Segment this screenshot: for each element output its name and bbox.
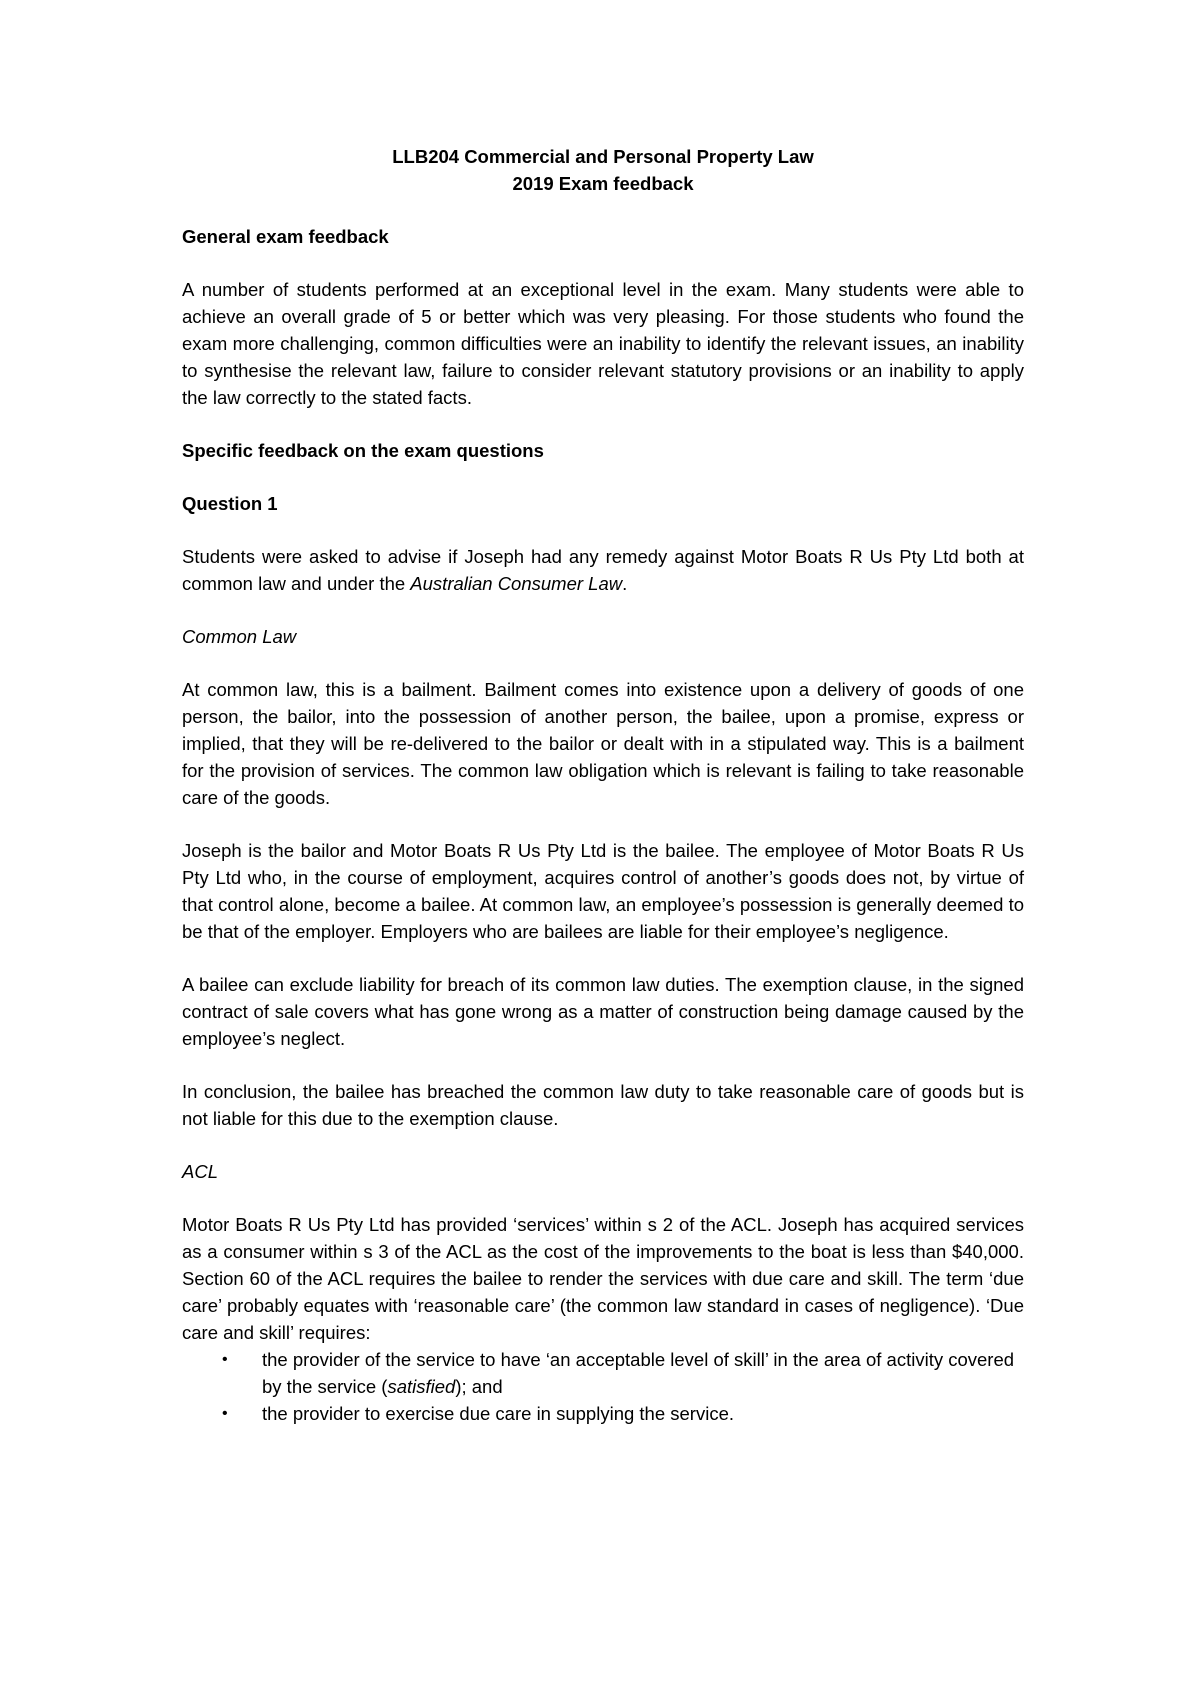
common-law-heading: Common Law xyxy=(182,626,297,647)
bullet-icon: • xyxy=(222,1405,228,1422)
acl-title-italic: Australian Consumer Law xyxy=(410,573,623,594)
document-title: 2019 Exam feedback xyxy=(512,173,694,194)
bullet-1-end: ); and xyxy=(455,1376,503,1397)
question-1-intro-text: Students were asked to advise if Joseph had any remedy against Motor Boats R Us Pty Ltd both at common law and under the xyxy=(182,546,1024,594)
bullet-1-italic: satisfied xyxy=(387,1376,456,1397)
acl-paragraph-1: Motor Boats R Us Pty Ltd has provided ‘services’ within s 2 of the ACL. Joseph has acquired services as a consumer within s 3 of the ACL as the cost of the improvements to the boat is less than $40,000. Section 60 of the ACL requires the bailee to render the services with due care and skill. The term ‘due care’ probably equates with ‘reasonable care’ (the common law standard in cases of negligence). ‘Due care and skill’ requires: xyxy=(182,1214,1024,1343)
bullet-2-text: the provider to exercise due care in supplying the service. xyxy=(262,1403,735,1424)
question-1-intro xyxy=(182,543,1024,597)
common-law-paragraph-2: Joseph is the bailor and Motor Boats R Us Pty Ltd is the bailee. The employee of Motor Boats R Us Pty Ltd who, in the course of employment, acquires control of another’s goods does not, by virtue of that control alone, become a bailee. At common law, an employee’s possession is generally deemed to be that of the employer. Employers who are bailees are liable for their employee’s negligence. xyxy=(182,840,1024,942)
common-law-paragraph-3: A bailee can exclude liability for breach of its common law duties. The exemption clause, in the signed contract of sale covers what has gone wrong as a matter of construction being damage caused by the employee’s neglect. xyxy=(182,974,1024,1049)
due-care-requirements-list xyxy=(182,1346,1024,1427)
list-item xyxy=(182,1400,1024,1427)
list-item xyxy=(182,1346,1024,1400)
question-1-intro-end: . xyxy=(622,573,628,594)
common-law-paragraph-4: In conclusion, the bailee has breached the common law duty to take reasonable care of goods but is not liable for this due to the exemption clause. xyxy=(182,1081,1024,1129)
course-title: LLB204 Commercial and Personal Property Law xyxy=(392,146,814,167)
acl-heading: ACL xyxy=(182,1161,218,1182)
question-1-heading: Question 1 xyxy=(182,493,278,514)
general-feedback-heading: General exam feedback xyxy=(182,226,389,247)
general-feedback-paragraph: A number of students performed at an exceptional level in the exam. Many students were able to achieve an overall grade of 5 or better which was very pleasing. For those students who found the exam more challenging, common difficulties were an inability to identify the relevant issues, an inability to synthesise the relevant law, failure to consider relevant statutory provisions or an inability to apply the law correctly to the stated facts. xyxy=(182,279,1024,408)
bullet-icon: • xyxy=(222,1351,228,1368)
common-law-paragraph-1: At common law, this is a bailment. Bailment comes into existence upon a delivery of goods of one person, the bailor, into the possession of another person, the bailee, upon a promise, express or implied, that they will be re-delivered to the bailor or dealt with in a stipulated way. This is a bailment for the provision of services. The common law obligation which is relevant is failing to take reasonable care of the goods. xyxy=(182,679,1024,808)
specific-feedback-heading: Specific feedback on the exam questions xyxy=(182,440,544,461)
document-page xyxy=(182,143,1024,1427)
bullet-1-text: the provider of the service to have ‘an acceptable level of skill’ in the area of activity covered by the service ( xyxy=(262,1349,1015,1397)
